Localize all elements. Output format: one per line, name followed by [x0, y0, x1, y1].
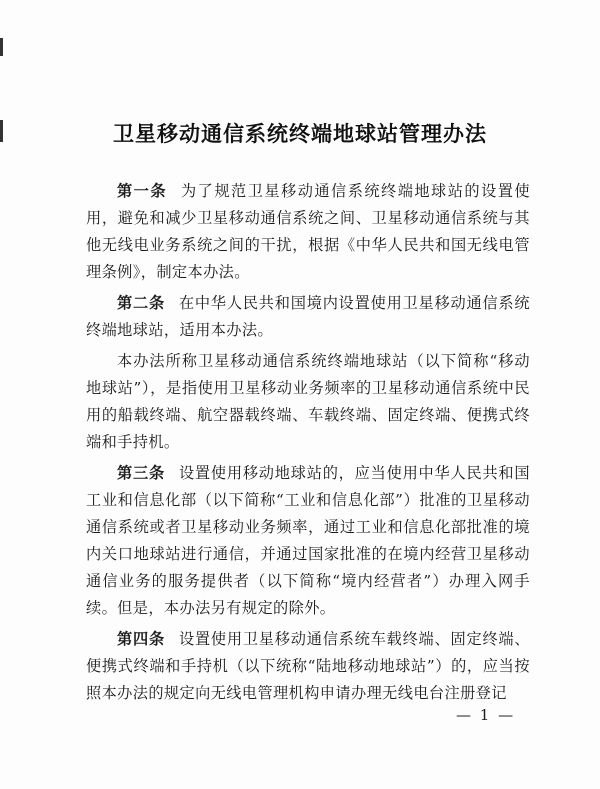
- document-body: [86, 178, 530, 711]
- paragraph-article-1: [86, 178, 530, 286]
- article-number: 第二条: [117, 294, 165, 312]
- paragraph-text: 为了规范卫星移动通信系统终端地球站的设置使用，避免和减少卫星移动通信系统之间、卫星移动通信系统与其他无线电业务系统之间的干扰，根据《中华人民共和国无线电管理条例》，制定本办法。: [86, 182, 530, 281]
- paragraph-article-3: [86, 460, 530, 622]
- document-title: 卫星移动通信系统终端地球站管理办法: [113, 122, 487, 146]
- article-number: 第三条: [117, 464, 165, 482]
- page-number: — 1 —: [456, 706, 516, 724]
- article-number: 第一条: [117, 182, 168, 200]
- paragraph-text: 设置使用移动地球站的，应当使用中华人民共和国工业和信息化部（以下简称“工业和信息化部”）批准的卫星移动通信系统或者卫星移动业务频率，通过工业和信息化部批准的境内关口地球站进行通信，并通过国家批准的在境内经营卫星移动通信业务的服务提供者（以下简称“境内经营者”）办理入网手续。但是，本办法另有规定的除外。: [86, 464, 530, 617]
- paragraph-definition: [86, 348, 530, 456]
- paragraph-article-2: [86, 290, 530, 344]
- paragraph-text: 在中华人民共和国境内设置使用卫星移动通信系统终端地球站，适用本办法。: [86, 294, 530, 339]
- paragraph-text: 本办法所称卫星移动通信系统终端地球站（以下简称“移动地球站”），是指使用卫星移动业务频率的卫星移动通信系统中民用的船载终端、航空器载终端、车载终端、固定终端、便携式终端和手持机。: [86, 352, 530, 451]
- paragraph-text: 设置使用卫星移动通信系统车载终端、固定终端、便携式终端和手持机（以下统称“陆地移动地球站”）的，应当按照本办法的规定向无线电管理机构申请办理无线电台注册登记: [86, 630, 530, 702]
- scan-artifact-mark: [0, 38, 3, 56]
- article-number: 第四条: [117, 630, 165, 648]
- paragraph-article-4: [86, 626, 530, 707]
